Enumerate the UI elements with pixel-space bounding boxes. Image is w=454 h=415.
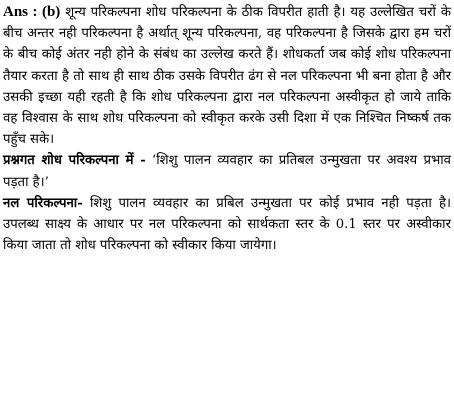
null-hypothesis-label: नल परिकल्पना- <box>3 195 83 211</box>
answer-text: शून्य परिकल्पना शोध परिकल्पना के ठीक विपरीत हाती है। यह उल्लेखित चरों के बीच अन्तर नही परिकल्पना है अर्थात् शून्य परिकल्पना, वह परिकल्पना है जिसके द्वारा हम चरों के बीच कोई अंतर नही होने के संबंध का उल्लेख करते हैं। शोधकर्ता जब कोई शोध परिकल्पना तैयार करता है तो साथ ही साथ ठीक उसके विपरीत ढंग से नल परिकल्पना भी बना होता है और उसकी इच्छा यही रहती है कि शोध परिकल्पना द्वारा नल परिकल्पना अस्वीकृत हो जाये ताकि वह विश्वास के साथ शोध परिकल्पना को स्वीकृत करके उसी दिशा में एक निश्चित निष्कर्ष तक पहुँच सके। <box>3 5 452 148</box>
research-hypothesis-text: ‘शिशु पालन व्यवहार का प्रतिबल उन्मुखता पर अवश्य प्रभाव पड़ता है।’ <box>3 153 452 190</box>
answer-label: Ans : (b) <box>3 4 61 20</box>
research-hypothesis-label: प्रश्नगत शोध परिकल्पना में - <box>3 153 146 169</box>
answer-paragraph <box>3 2 451 150</box>
null-hypothesis-paragraph <box>3 193 451 257</box>
null-hypothesis-text: शिशु पालन व्यवहार का प्रबिल उन्मुखता पर कोई प्रभाव नही पड़ता है। उपलब्ध साक्ष्य के आधार पर नल परिकल्पना को सार्थकता स्तर के 0.1 स्तर पर अस्वीकार किया जाता तो शोध परिकल्पना को स्वीकार किया जायेगा। <box>3 195 451 254</box>
research-hypothesis-paragraph <box>3 150 451 192</box>
